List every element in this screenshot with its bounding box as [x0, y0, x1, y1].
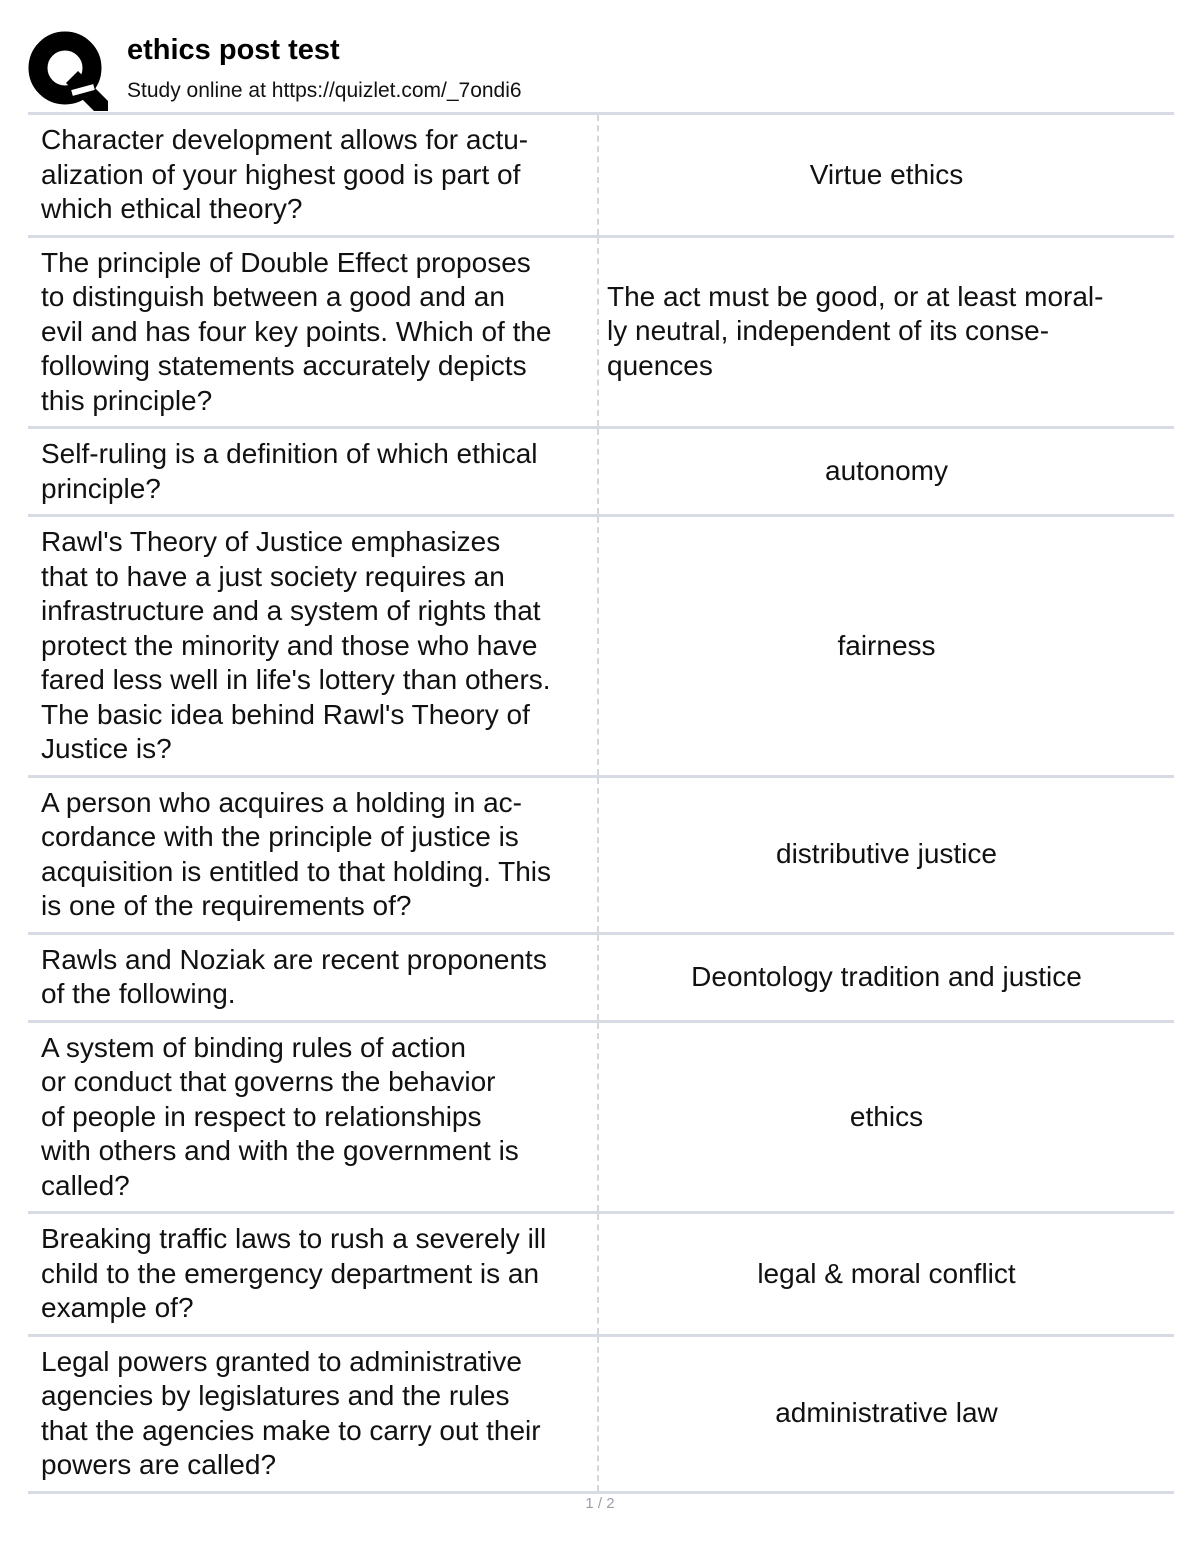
- card-definition: fairness: [837, 629, 936, 661]
- flashcard-row: [28, 1214, 1174, 1337]
- card-definition: autonomy: [825, 455, 948, 487]
- quizlet-q-logo: [28, 31, 108, 111]
- card-definition: Virtue ethics: [809, 158, 964, 190]
- card-term: Legal powers granted to administrative agencies by legislatures and the rules that the agencies make to carry out their powers are called?: [28, 1337, 599, 1491]
- card-term: A system of binding rules of action or conduct that governs the behavior of people in respect to relationships with others and with the government is called?: [28, 1023, 599, 1212]
- study-online-link[interactable]: Study online at https://quizlet.com/_7ondi6: [127, 79, 522, 102]
- flashcard-table: [28, 112, 1174, 1494]
- card-definition: Deontology tradition and justice: [691, 960, 1082, 992]
- flashcard-row: [28, 1023, 1174, 1215]
- flashcard-row: [28, 778, 1174, 935]
- flashcard-row: [28, 935, 1174, 1023]
- card-definition: administrative law: [775, 1397, 998, 1429]
- flashcard-row: [28, 517, 1174, 778]
- card-definition: ethics: [849, 1100, 924, 1132]
- flashcard-row: [28, 115, 1174, 238]
- card-term: Rawls and Noziak are recent proponents of the following.: [28, 935, 599, 1020]
- page-title: ethics post test: [127, 34, 340, 66]
- card-term: The principle of Double Effect proposes to distinguish between a good and an evil and has four key points. Which of the following statements accurately depicts this principle?: [28, 238, 599, 427]
- flashcard-row: [28, 429, 1174, 517]
- card-definition: legal & moral conflict: [757, 1257, 1016, 1289]
- flashcard-row: [28, 1337, 1174, 1494]
- card-term: A person who acquires a holding in ac- cordance with the principle of justice is acquisition is entitled to that holding. This is one of the requirements of?: [28, 778, 599, 932]
- flashcard-row: [28, 238, 1174, 430]
- card-term: Self-ruling is a definition of which ethical principle?: [28, 429, 599, 514]
- card-definition: distributive justice: [776, 838, 997, 870]
- card-term: Breaking traffic laws to rush a severely ill child to the emergency department is an example of?: [28, 1214, 599, 1334]
- document-header: [28, 26, 1174, 114]
- card-term: Rawl's Theory of Justice emphasizes that to have a just society requires an infrastructure and a system of rights that protect the minority and those who have fared less well in life's lottery than others. The basic idea behind Rawl's Theory of Justice is?: [28, 517, 599, 775]
- card-definition: The act must be good, or at least moral- ly neutral, independent of its conse- quences: [607, 280, 1104, 381]
- page-number: 1 / 2: [585, 1495, 615, 1512]
- card-term: Character development allows for actu- alization of your highest good is part of which ethical theory?: [28, 115, 599, 235]
